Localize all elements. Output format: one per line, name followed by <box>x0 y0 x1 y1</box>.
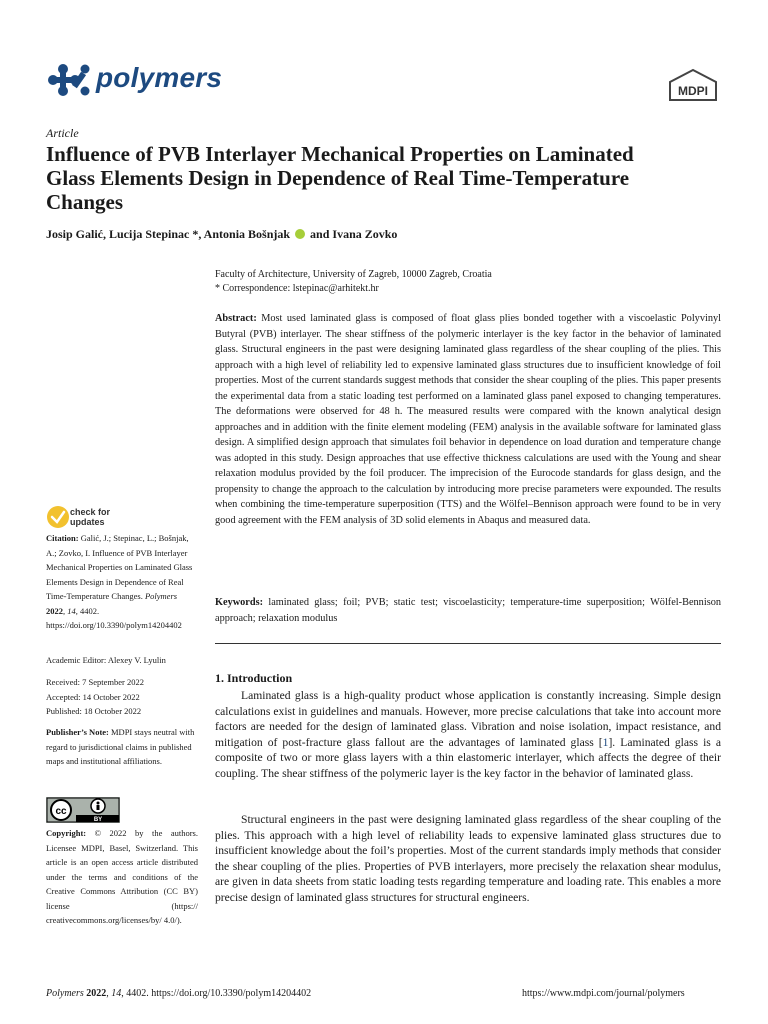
authors-first: Josip Galić, Lucija Stepinac *, Antonia Bošnjak <box>46 227 291 241</box>
citation-link-1[interactable]: 1 <box>602 735 609 749</box>
citation-text: Galić, J.; Stepinac, L.; Bošnjak, A.; Zovko, I. Influence of PVB Interlayer Mechanical Properties on Laminated Glass Elements Design in Dependence of Real Time-Temperature Changes. <box>46 533 193 601</box>
academic-editor: Academic Editor: Alexey V. Lyulin <box>46 655 166 665</box>
orcid-icon[interactable] <box>295 229 305 239</box>
footer-volume: 14 <box>111 988 122 999</box>
abstract-label: Abstract: <box>215 313 257 324</box>
correspondence: * Correspondence: lstepinac@arhitekt.hr <box>215 283 379 294</box>
section-heading-introduction: 1. Introduction <box>215 671 293 685</box>
check-updates-line2: updates <box>70 517 105 527</box>
citation-label: Citation: <box>46 533 79 543</box>
check-updates-line1: check for <box>70 507 111 517</box>
date-accepted: Accepted: 14 October 2022 <box>46 691 140 702</box>
keywords-text: laminated glass; foil; PVB; static test; viscoelasticity; temperature-time superposition; Wölfel-Bennison approach; relaxation modulus <box>215 597 721 624</box>
citation-block <box>46 531 198 633</box>
affiliation: Faculty of Architecture, University of Zagreb, 10000 Zagreb, Croatia <box>215 269 492 280</box>
copyright-label: Copyright: <box>46 828 87 838</box>
check-updates-label[interactable] <box>70 507 110 527</box>
check-updates-icon <box>47 506 69 528</box>
intro-p1-text-b: ]. Laminated glass is a composite of two or more glass layers with a thin elastomeric interlayer, which affects the degree of their coupling. The shear stiffness of the polymeric layer is the key factor in the behavior of laminated glass. <box>215 735 721 780</box>
affiliation-block <box>215 268 721 296</box>
svg-text:cc: cc <box>55 806 67 817</box>
cc-by-text: BY <box>93 817 103 823</box>
intro-paragraph-1 <box>215 688 721 782</box>
date-received: Received: 7 September 2022 <box>46 677 144 687</box>
footer-sep: , <box>106 988 112 999</box>
citation-journal: Polymers <box>144 591 178 601</box>
keywords <box>215 595 721 626</box>
pubnote-label: Publisher’s Note: <box>46 727 109 737</box>
journal-name: polymers <box>96 62 223 93</box>
date-published: Published: 18 October 2022 <box>46 706 142 716</box>
citation-year: 2022 <box>46 605 63 616</box>
publishers-note <box>46 725 198 769</box>
abstract <box>215 311 721 528</box>
keywords-label: Keywords: <box>215 597 264 608</box>
citation-volume: 14 <box>67 605 76 616</box>
publication-dates <box>46 675 198 719</box>
citation-sep: , <box>63 605 68 616</box>
abstract-text: Most used laminated glass is composed of float glass plies bonded together with a viscoelastic Polyvinyl Butyral (PVB) interlayer. The shear stiffness of the polymeric interlayer is the key factor in the behavior of laminated glass. Structural engineers in the past were designing laminated glass regardless of the shear coupling of the plies. This approach with a high level of reliability led to expensive laminated glass structures due to insufficient knowledge of foil properties. Most of the current standards suggest methods that consider the shear coupling of the plies. This paper presents the experimental data from a static loading test performed on a laminated glass panel exposed to changing temperatures. The deformations were observed for 48 h. The measured results were compared with the known analytical design approaches and in addition with the finite element modeling (FEM) analysis in the available software for laminated glass design. A simplified design approach that simulates foil behavior in dependence on load duration and temperature change was adopted in this study. Design approaches that use effective thickness calculations are used with the Young and shear relaxation modulus provided by the foil producer. The imprecision of the Eurocode standards for glass design, and the propensity to change the approach to the calculation by introducing more precise parameters were expounded. The results when combining the time-temperature superposition (TTS) and the Wölfel–Bennison approach were found to be in very good agreement with the FEM analysis of 3D solid elements in Abaqus and measured data. <box>215 313 721 526</box>
copyright-text: © 2022 by the authors. Licensee MDPI, Basel, Switzerland. This article is an open access article distributed under the terms and conditions of the Creative Commons Attribution (CC BY) license (https:// creativecommons.org/licenses/by/ 4.0/). <box>46 828 198 925</box>
footer-doi[interactable]: , 4402. https://doi.org/10.3390/polym14204402 <box>121 988 312 999</box>
footer-journal-url[interactable]: https://www.mdpi.com/journal/polymers <box>522 988 685 999</box>
paper-title: Influence of PVB Interlayer Mechanical Properties on Laminated Glass Elements Design in Dependence of Real Time-Temperature Changes <box>46 142 634 214</box>
pubnote-text: MDPI stays neutral with regard to jurisdictional claims in published maps and institutional affiliations. <box>46 727 195 766</box>
section-divider <box>215 643 721 644</box>
footer-journal: Polymers <box>46 988 84 999</box>
cc-by-license-badge[interactable] <box>46 797 120 823</box>
copyright-notice <box>46 826 198 928</box>
footer-citation <box>46 988 311 999</box>
citation-doi[interactable]: , 4402. https://doi.org/10.3390/polym14204402 <box>46 605 182 630</box>
article-type: Article <box>46 126 79 140</box>
intro-p1-text-a: Laminated glass is a high-quality product whose application is constantly increasing. Simple design calculations exist in guidelines and manuals. However, more precise calculations that take into account more factors are needed for the design of laminated glass. Vibration and noise isolation, impact resistance, and mitigation of post-fracture glass fallout are the advantages of laminated glass [ <box>215 689 721 749</box>
author-list <box>46 227 397 242</box>
polymers-logo-icon <box>46 60 92 100</box>
mdpi-logo <box>666 68 720 102</box>
footer-year: 2022 <box>83 988 107 999</box>
intro-paragraph-2: Structural engineers in the past were designing laminated glass regardless of the shear coupling of the plies. This approach with a high level of reliability leads to expensive laminated glass structures due to insufficient knowledge about the foil’s properties. Most of the current standards imply methods that consider the shear coupling of the plies. Properties of PVB interlayers, more precisely the relaxation shear modulus, are given in data sheets from static loading tests regarding temperature and loading rate. This enables a more precise design of laminated glass structures for structural engineers. <box>215 813 721 904</box>
mdpi-logo-text: MDPI <box>678 84 708 98</box>
authors-last: and Ivana Zovko <box>310 227 398 241</box>
